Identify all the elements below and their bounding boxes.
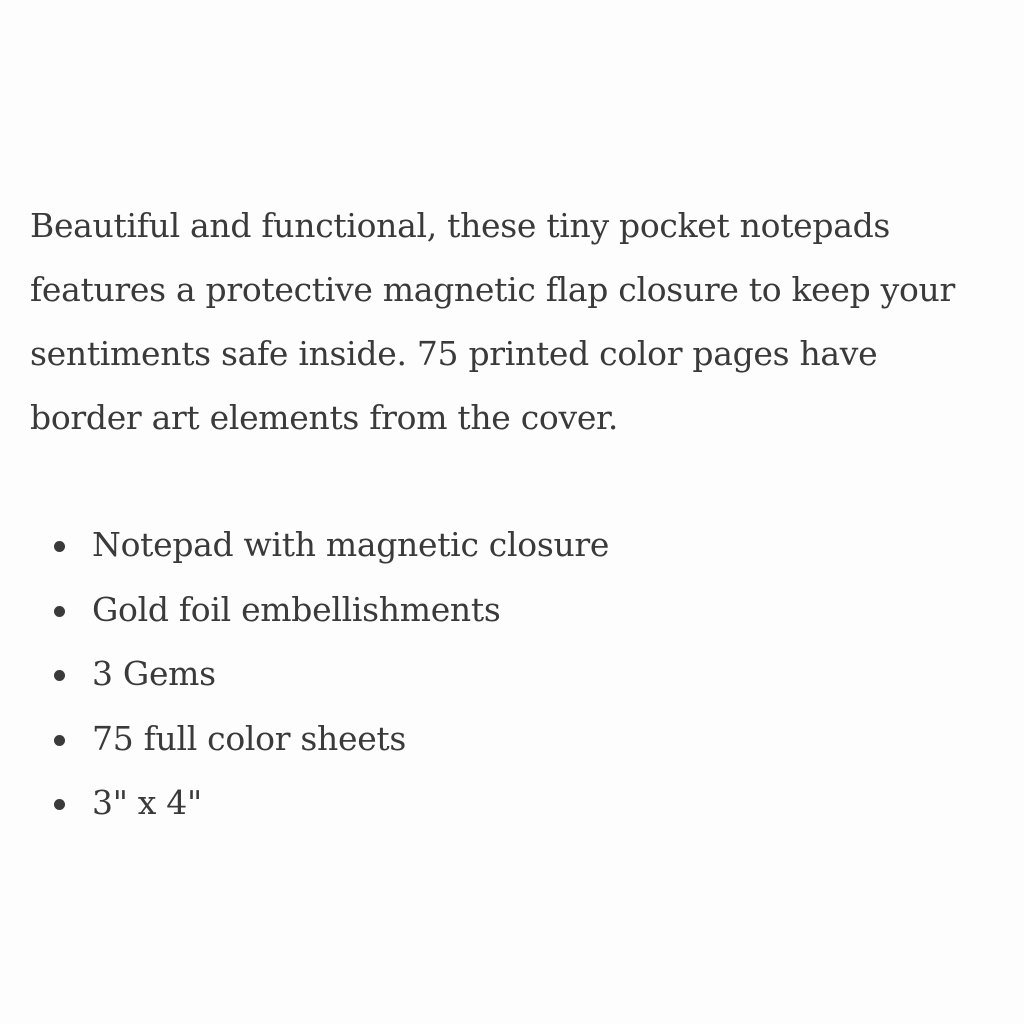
list-item [30, 642, 609, 707]
description-line: sentiments safe inside. 75 printed color pages have [30, 334, 878, 373]
feature-label: 75 full color sheets [92, 718, 407, 758]
list-item [30, 707, 609, 772]
feature-label: Gold foil embellishments [92, 589, 501, 629]
feature-label: Notepad with magnetic closure [92, 525, 610, 564]
list-item [30, 513, 609, 578]
list-item [30, 771, 609, 836]
feature-label: 3" x 4" [92, 783, 202, 822]
feature-label: 3 Gems [92, 654, 216, 693]
feature-list [30, 513, 609, 836]
bullet-icon [54, 735, 65, 746]
description-paragraph [30, 194, 1000, 450]
product-description-section [30, 194, 1000, 822]
list-item [30, 578, 609, 643]
description-line: border art elements from the cover. [30, 398, 619, 437]
bullet-icon [54, 799, 65, 810]
bullet-icon [54, 670, 65, 681]
bullet-icon [54, 606, 65, 617]
description-line: Beautiful and functional, these tiny pocket notepads [30, 206, 891, 245]
bullet-icon [54, 541, 65, 552]
description-line: features a protective magnetic flap closure to keep your [30, 270, 955, 309]
